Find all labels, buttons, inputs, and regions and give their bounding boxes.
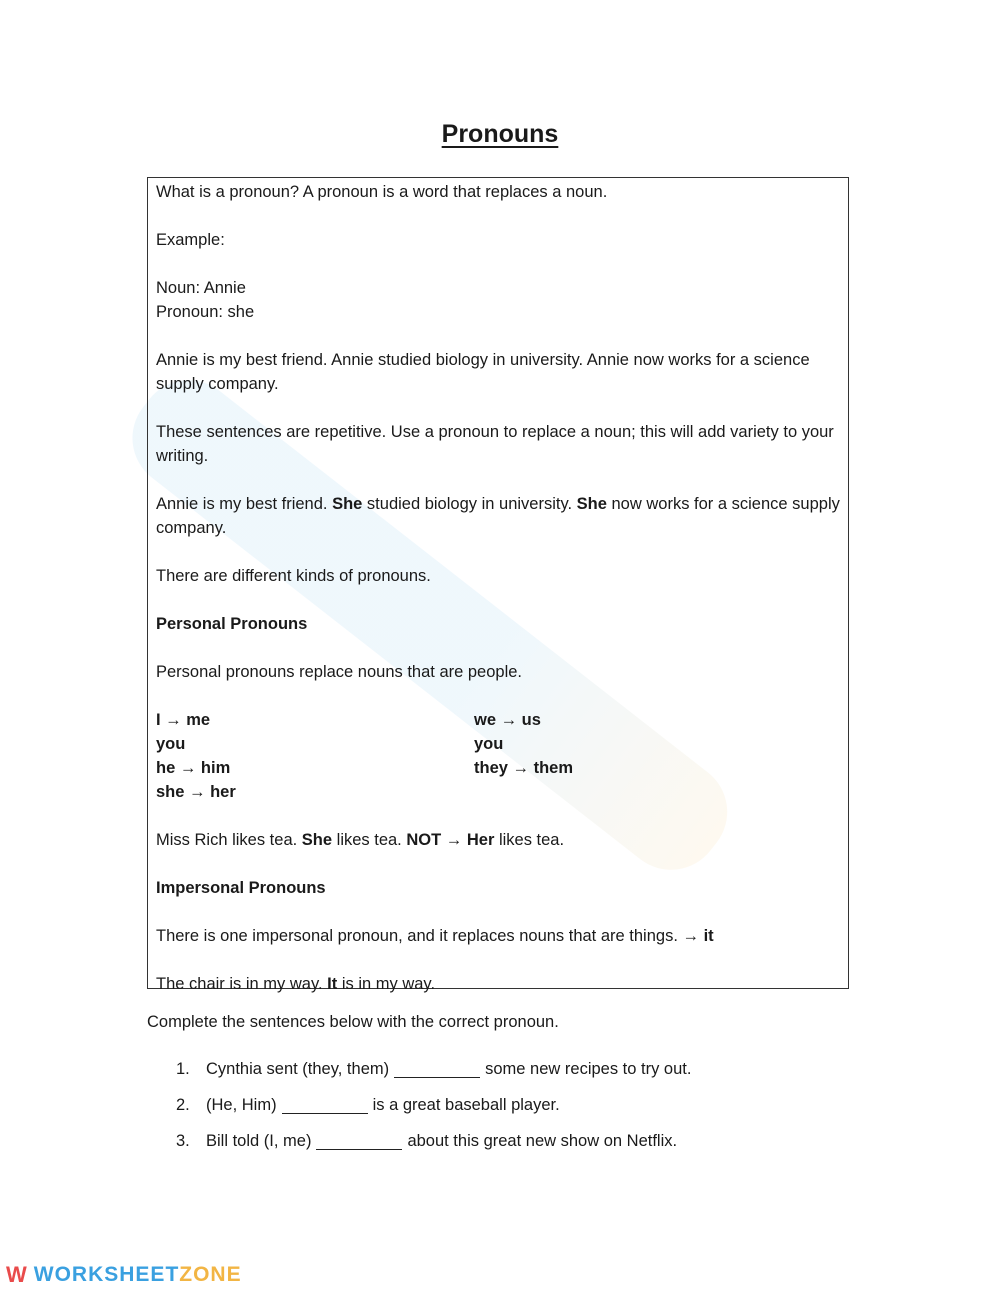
pronoun-item: they → them — [474, 759, 574, 777]
pronoun-item: you — [474, 735, 504, 753]
pronoun-item: we → us — [474, 711, 541, 729]
worksheetzone-logo-icon: W — [6, 1262, 24, 1287]
question-item: 1. Cynthia sent (they, them) some new recipes to try out. — [176, 1060, 692, 1078]
example-label: Example: — [156, 231, 225, 249]
personal-heading: Personal Pronouns — [156, 615, 308, 633]
answer-blank[interactable] — [316, 1132, 402, 1150]
pronoun-item: I → me — [156, 711, 211, 729]
instructions: Complete the sentences below with the correct pronoun. — [147, 1013, 559, 1031]
intro-text: What is a pronoun? A pronoun is a word that replaces a noun. — [156, 183, 608, 201]
lesson-box — [147, 177, 849, 993]
kinds-text: There are different kinds of pronouns. — [156, 567, 431, 585]
miss-rich-example: Miss Rich likes tea. She likes tea. NOT → Her likes tea. — [156, 831, 565, 849]
answer-blank[interactable] — [282, 1096, 368, 1114]
impersonal-heading: Impersonal Pronouns — [156, 879, 326, 897]
question-list — [176, 1060, 691, 1168]
repetitive-sentences: Annie is my best friend. Annie studied biology in university. Annie now works for a science supply company. — [156, 351, 810, 393]
explanation: These sentences are repetitive. Use a pronoun to replace a noun; this will add variety to your writing. — [156, 423, 834, 465]
chair-example: The chair is in my way. It is in my way. — [156, 975, 436, 993]
personal-desc: Personal pronouns replace nouns that are people. — [156, 663, 523, 681]
brand-footer — [6, 1262, 242, 1288]
question-item: 3. Bill told (I, me) about this great new show on Netflix. — [176, 1132, 678, 1150]
impersonal-desc: There is one impersonal pronoun, and it replaces nouns that are things. → it — [156, 927, 714, 945]
rewritten-sentences: Annie is my best friend. She studied biology in university. She now works for a science supply company. — [156, 495, 840, 537]
brand-name: WORKSHEETZONE — [33, 1263, 242, 1286]
pronoun-item: she → her — [156, 783, 236, 801]
pronoun-item: he → him — [156, 759, 231, 777]
page-title: Pronouns — [441, 120, 559, 148]
answer-blank[interactable] — [394, 1060, 480, 1078]
example-pair: Noun: Annie Pronoun: she — [156, 279, 255, 321]
pronoun-item: you — [156, 735, 186, 753]
question-item: 2. (He, Him) is a great baseball player. — [176, 1096, 560, 1114]
personal-pronoun-list — [156, 708, 840, 804]
